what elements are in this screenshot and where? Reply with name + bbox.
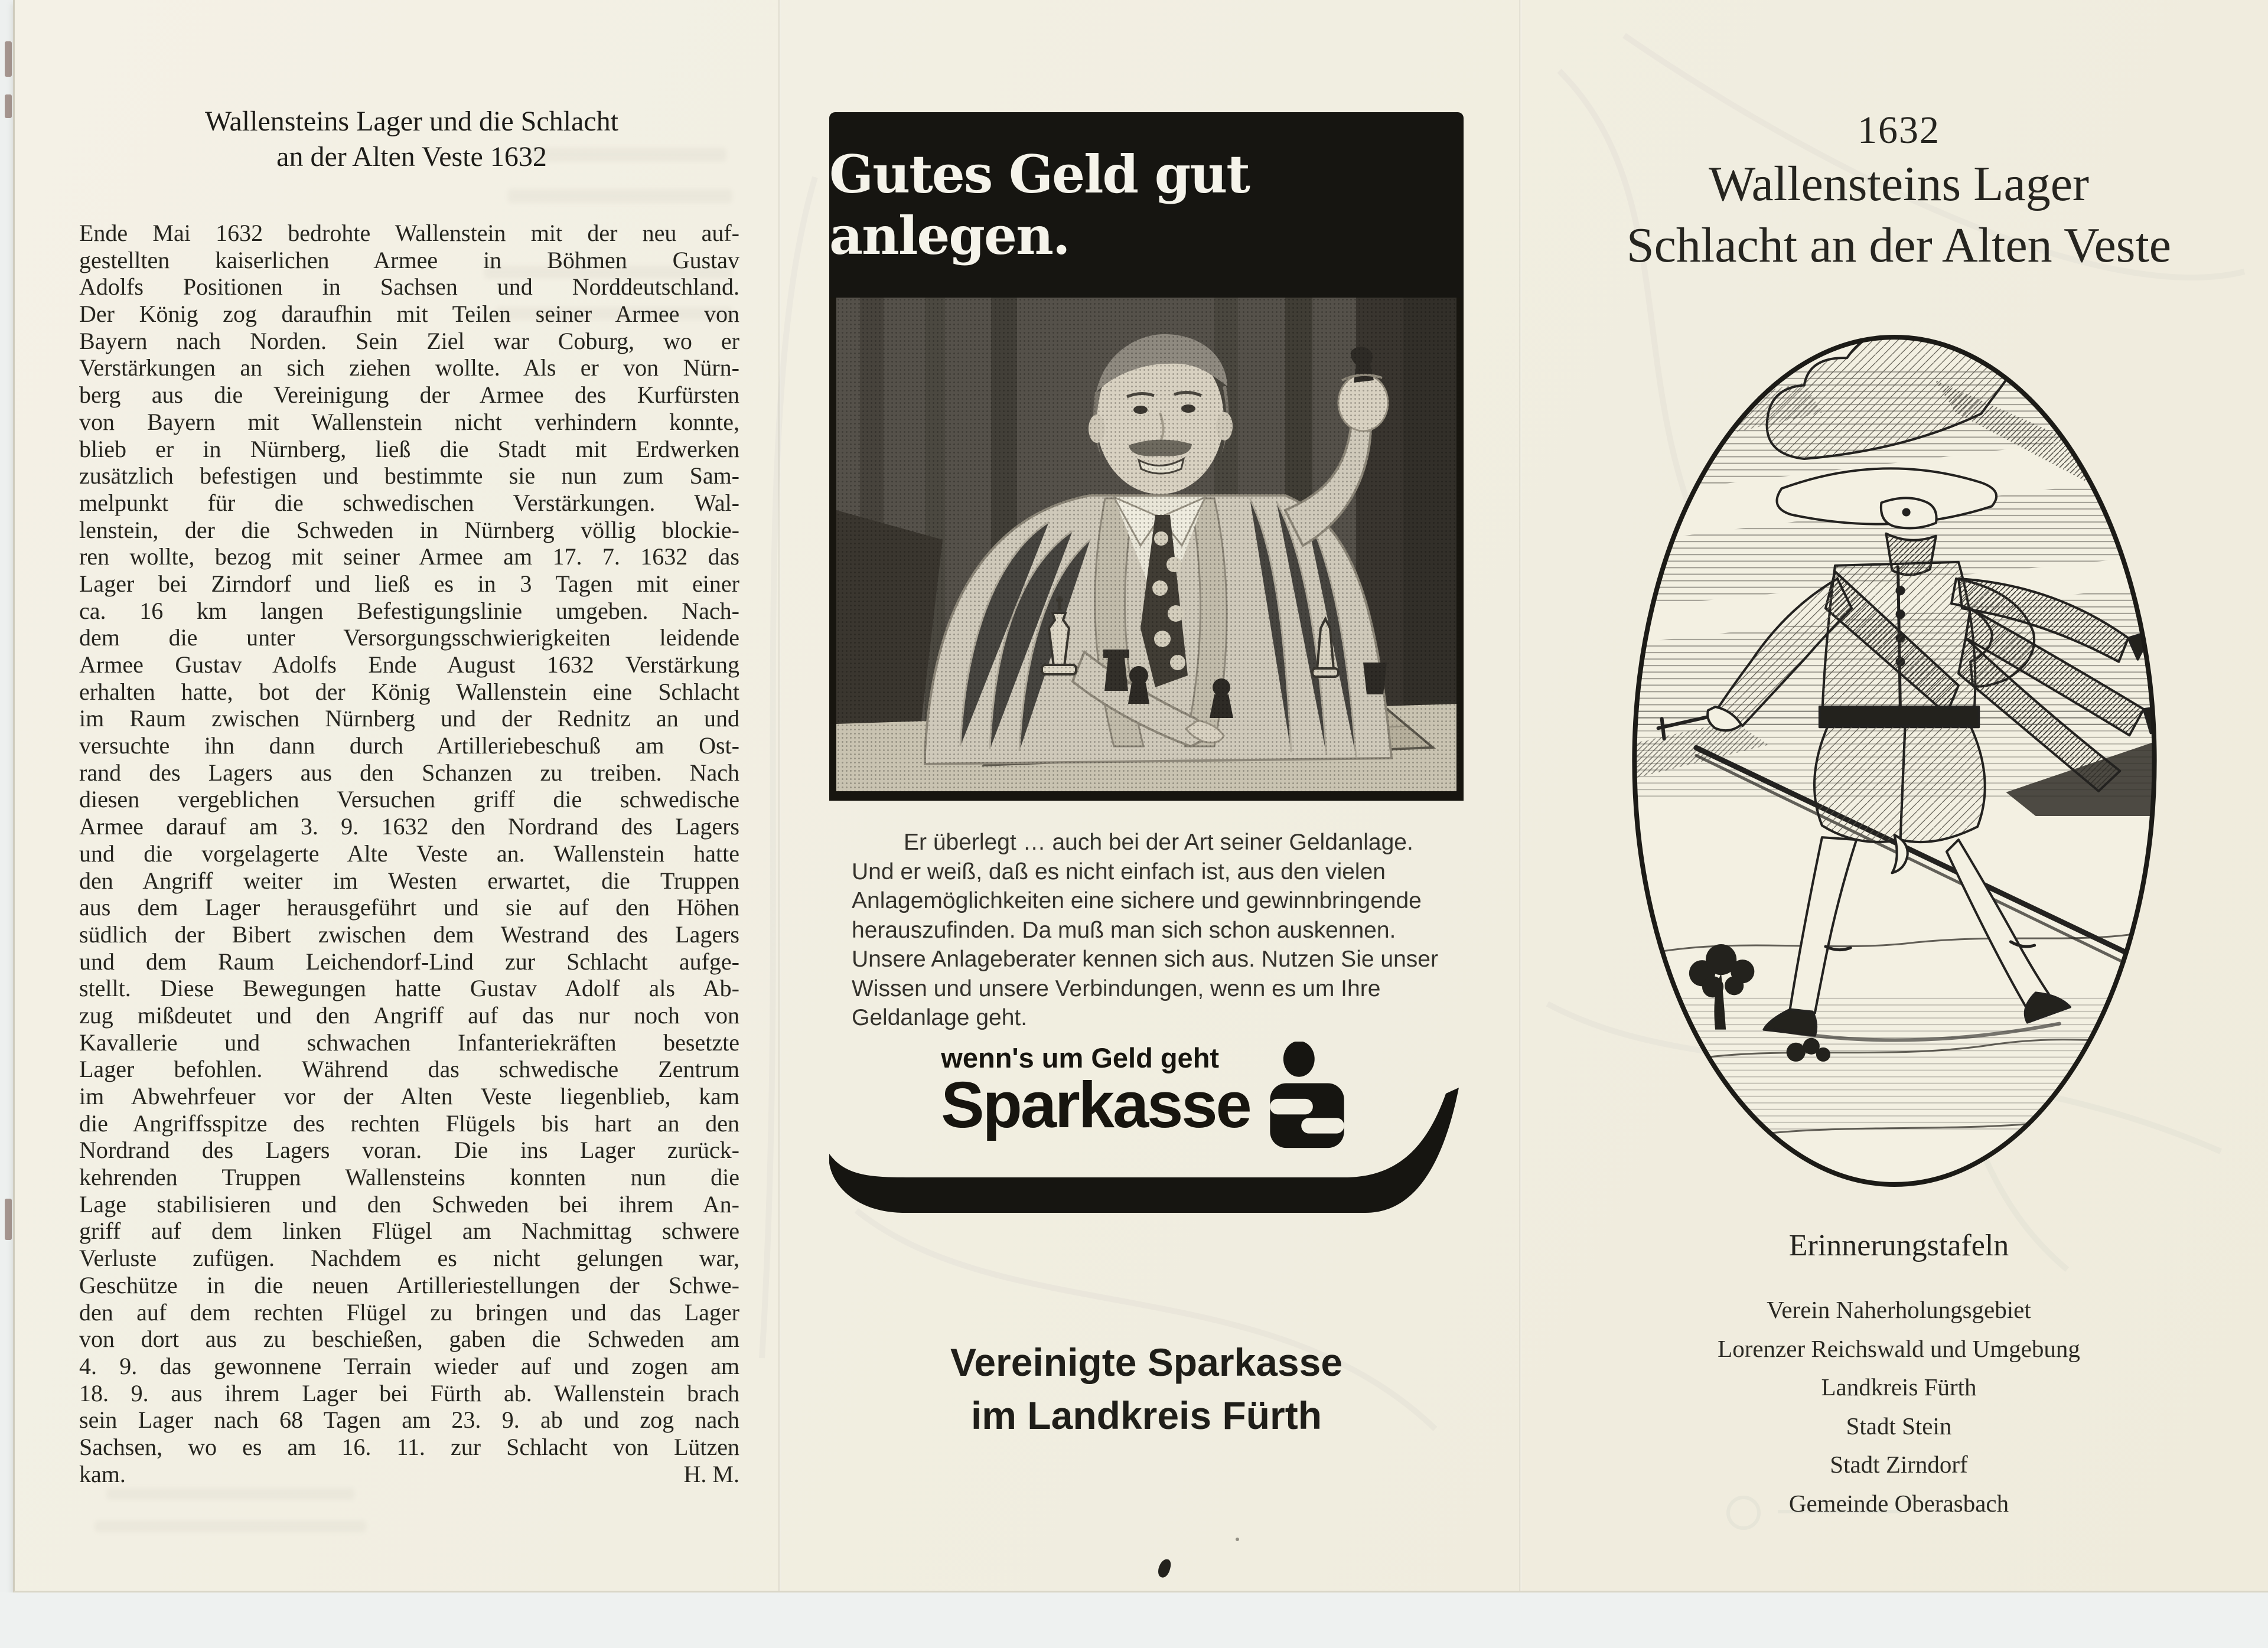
body-text-line: aus dem Lager herausgeführt und sie auf den Höhen — [79, 894, 739, 921]
ad-body-line: Er überlegt … auch bei der Art seiner Geldanlage. — [904, 830, 1413, 855]
ad-bottom-swoosh — [829, 1088, 1464, 1214]
body-text-line: und die vorgelagerte Alte Veste an. Wallenstein hatte — [79, 840, 739, 867]
body-text-line: kehrenden Truppen Wallensteins konnten nun die — [79, 1164, 739, 1191]
body-text-line: Kavallerie und schwachen Infanteriekräften besetzte — [79, 1029, 739, 1056]
body-text-line: Sachsen, wo es am 16. 11. zur Schlacht von Lützen — [79, 1433, 739, 1460]
scan-edge-artifact — [5, 94, 12, 118]
body-text-line: von dort aus zu beschießen, gaben die Schweden am — [79, 1326, 739, 1353]
ad-body-line: Wissen und unsere Verbindungen, wenn es um Ihre — [852, 975, 1381, 1001]
ad-body-line: herauszufinden. Da muß man sich schon auskennen. — [852, 917, 1396, 943]
organization-line: Landkreis Fürth — [1821, 1373, 1977, 1401]
cover-title-line2: Schlacht an der Alten Veste — [1626, 218, 2172, 273]
ghost-text-bar — [508, 189, 732, 203]
body-text-line: dem die unter Versorgungsschwierigkeiten leidende — [79, 624, 739, 651]
ad-body-line: Anlagemöglichkeiten eine sichere und gewinnbringende — [852, 888, 1422, 913]
ad-body-lines — [852, 828, 1449, 1033]
cover-title-line1: Wallensteins Lager — [1709, 156, 2089, 211]
organization-lines — [1559, 1291, 2238, 1523]
body-text-line: zusätzlich befestigen und bestimmte sie nun zum Sam- — [79, 462, 739, 489]
ad-body-line: Unsere Anlageberater kennen sich aus. Nutzen Sie unser — [852, 947, 1438, 972]
body-text-line: Armee darauf am 3. 9. 1632 den Nordrand des Lagers — [79, 813, 739, 840]
organization-line: Stadt Stein — [1846, 1412, 1952, 1440]
body-text-line: Ende Mai 1632 bedrohte Wallenstein mit der neu auf- — [79, 220, 739, 246]
author-initials: H. M. — [683, 1460, 739, 1487]
body-text-line: ca. 16 km langen Befestigungslinie umgeben. Nach- — [79, 597, 739, 624]
body-text-line: Lager bei Zirndorf und ließ es in 3 Tagen mit einer — [79, 570, 739, 597]
ad-body-line: Und er weiß, daß es nicht einfach ist, aus den vielen — [852, 859, 1386, 885]
scan-edge-artifact — [5, 41, 12, 77]
body-text-line: Bayern nach Norden. Sein Ziel war Coburg, wo er — [79, 327, 739, 354]
body-text-line: sein Lager nach 68 Tagen am 23. 9. ab und zog nach — [79, 1406, 739, 1434]
body-text-line: ren wollte, bezog mit seiner Armee am 17. 7. 1632 das — [79, 543, 739, 570]
scan-edge-artifact — [5, 1199, 12, 1240]
ghost-text-bar — [106, 1488, 354, 1500]
body-text-line: Verluste zufügen. Nachdem es nicht gelungen war, — [79, 1245, 739, 1272]
body-text-line: Lage stabilisieren und den Schweden bei ihrem An- — [79, 1190, 739, 1218]
body-text-line: griff auf dem linken Flügel am Nachmittag schwere — [79, 1218, 739, 1245]
ad-headline: Gutes Geld gut anlegen. — [829, 143, 1249, 266]
organization-line: Lorenzer Reichswald und Umgebung — [1718, 1334, 2080, 1362]
body-text-line: lenstein, der die Schweden in Nürnberg völlig blockie- — [79, 516, 739, 543]
sparkasse-advertisement — [829, 112, 1464, 1222]
body-text-line: und dem Raum Leichendorf-Lind zur Schlacht aufge- — [79, 948, 739, 975]
dust-speck — [1236, 1538, 1239, 1541]
body-text-line: Verstärkungen an sich ziehen wollte. Als er von Nürn- — [79, 354, 739, 381]
article-body — [79, 220, 739, 1487]
organization-line: Verein Naherholungsgebiet — [1767, 1296, 2031, 1323]
article-heading-line1: Wallensteins Lager und die Schlacht — [205, 106, 618, 137]
body-text-line: berg aus die Vereinigung der Armee des Kurfürsten — [79, 381, 739, 409]
sparkasse-footer-line2: im Landkreis Fürth — [970, 1394, 1322, 1437]
ghost-text-bar — [94, 1520, 366, 1532]
body-text-line: Lager befohlen. Während das schwedische Zentrum — [79, 1056, 739, 1083]
sparkasse-footer-line1: Vereinigte Sparkasse — [950, 1340, 1343, 1384]
body-text-line: zug mißdeutet und den Angriff auf das nur noch von — [79, 1001, 739, 1029]
body-text-line: Adolfs Positionen in Sachsen und Norddeutschland. — [79, 273, 739, 301]
body-text-line: stellt. Diese Bewegungen hatte Gustav Adolf als Ab- — [79, 975, 739, 1002]
soldier-engraving — [1625, 329, 2164, 1193]
body-text-line: die Angriffsspitze des rechten Flügels bis hart an den — [79, 1109, 739, 1137]
cover-year: 1632 — [1858, 109, 1940, 152]
body-text-line: melpunkt für die schwedischen Verstärkungen. Wal- — [79, 489, 739, 516]
sparkasse-footer — [829, 1336, 1464, 1442]
body-text-line: Nordrand des Lagers voran. Die ins Lager zurück- — [79, 1137, 739, 1164]
brand-tagline: wenn's um Geld geht — [941, 1042, 1220, 1073]
body-text-line: versuchte ihn dann durch Artilleriebeschuß am Ost- — [79, 732, 739, 759]
body-text-line: gestellten kaiserlichen Armee in Böhmen Gustav — [79, 246, 739, 273]
scanner-background — [0, 1592, 2268, 1648]
ad-body-text — [852, 828, 1449, 1033]
body-text-line: erhalten hatte, bot der König Wallenstein eine Schlacht — [79, 678, 739, 705]
body-text-line: südlich der Bibert zwischen dem Westrand des Lagers — [79, 921, 739, 948]
brand-name: Sparkasse — [941, 1069, 1250, 1141]
ad-photo — [829, 298, 1464, 801]
chess-player-photo-illustration — [836, 298, 1456, 791]
body-text-line: Der König zog daraufhin mit Teilen seiner Armee von — [79, 301, 739, 328]
body-text-line: 18. 9. aus ihrem Lager bei Fürth ab. Wallenstein brach — [79, 1379, 739, 1406]
article-body-lines — [79, 220, 739, 1461]
body-text-line: rand des Lagers aus den Schanzen zu treiben. Nach — [79, 759, 739, 786]
organization-line: Stadt Zirndorf — [1830, 1451, 1968, 1478]
ad-body-line: Geldanlage geht. — [852, 1005, 1028, 1030]
body-text-line: im Abwehrfeuer vor der Alten Veste liegenblieb, kam — [79, 1083, 739, 1109]
memorial-heading: Erinnerungstafeln — [1788, 1229, 2009, 1262]
body-text-line: von Bayern mit Wallenstein nicht verhindern konnte, — [79, 408, 739, 435]
article-last-line — [79, 1461, 739, 1488]
last-line-text: kam. — [79, 1460, 126, 1487]
article-heading — [89, 104, 735, 175]
body-text-line: den auf dem rechten Flügel zu bringen und das Lager — [79, 1298, 739, 1326]
body-text-line: den Angriff weiter im Westen erwartet, die Truppen — [79, 867, 739, 894]
body-text-line: blieb er in Nürnberg, ließ die Stadt mit Erdwerken — [79, 435, 739, 462]
ad-header — [829, 112, 1464, 298]
body-text-line: diesen vergeblichen Versuchen griff die schwedische — [79, 786, 739, 813]
organization-list — [1559, 1291, 2238, 1523]
body-text-line: 4. 9. das gewonnene Terrain wieder auf und zogen am — [79, 1352, 739, 1379]
article-heading-line2: an der Alten Veste 1632 — [276, 141, 547, 172]
body-text-line: im Raum zwischen Nürnberg und der Rednitz an und — [79, 705, 739, 732]
organization-line: Gemeinde Oberasbach — [1788, 1489, 2009, 1517]
body-text-line: Armee Gustav Adolfs Ende August 1632 Verstärkung — [79, 651, 739, 678]
body-text-line: Geschütze in die neuen Artilleriestellungen der Schwe- — [79, 1271, 739, 1298]
cover-title — [1559, 107, 2238, 276]
